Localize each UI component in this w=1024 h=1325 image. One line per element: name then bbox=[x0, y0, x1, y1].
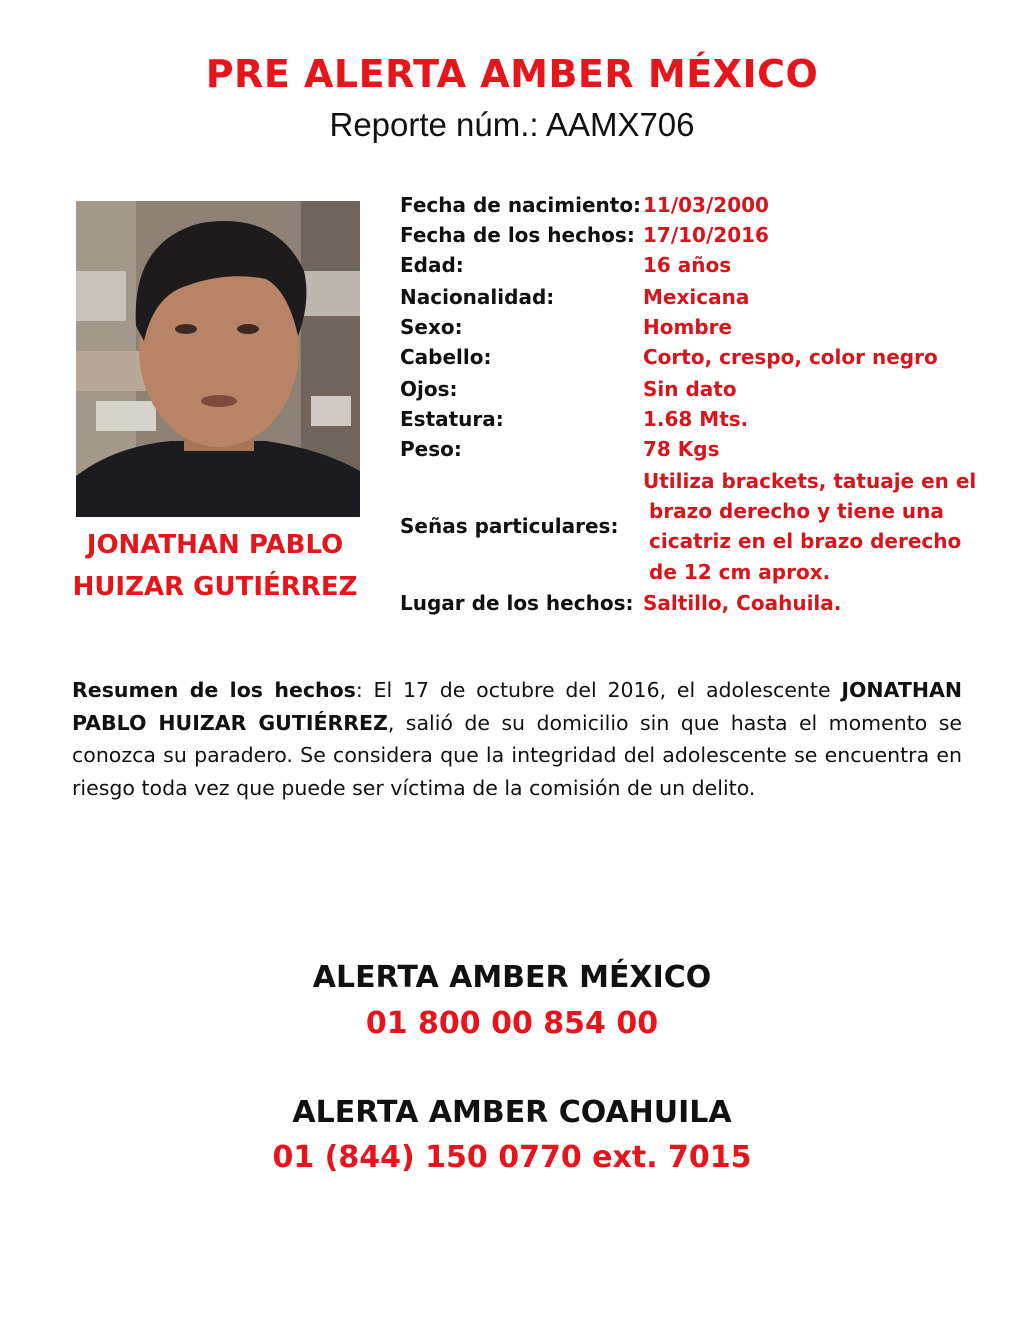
detail-value: 16 años bbox=[643, 253, 732, 277]
detail-value: 17/10/2016 bbox=[643, 223, 769, 247]
detail-label: Fecha de los hechos: bbox=[400, 223, 635, 247]
summary-label: Resumen de los hechos bbox=[72, 678, 356, 702]
detail-value: Mexicana bbox=[643, 285, 750, 309]
person-name-line2: HUIZAR GUTIÉRREZ bbox=[72, 572, 358, 602]
marks-line: brazo derecho y tiene una bbox=[649, 499, 944, 523]
person-photo bbox=[76, 201, 360, 517]
person-name-line1: JONATHAN PABLO bbox=[86, 530, 344, 560]
detail-value: 11/03/2000 bbox=[643, 193, 769, 217]
detail-value: Corto, crespo, color negro bbox=[643, 345, 938, 369]
detail-label: Nacionalidad: bbox=[400, 285, 555, 309]
detail-label: Cabello: bbox=[400, 345, 492, 369]
contact-coahuila-phone: 01 (844) 150 0770 ext. 7015 bbox=[272, 1140, 752, 1175]
page-title: PRE ALERTA AMBER MÉXICO bbox=[205, 52, 819, 96]
person-name bbox=[60, 524, 370, 608]
detail-value: Sin dato bbox=[643, 377, 737, 401]
detail-label: Edad: bbox=[400, 253, 464, 277]
summary-text-b: , salió de su domicilio sin que hasta el momento se conozca su paradero. Se considera que la integridad del adolescente se encuentra en riesgo toda vez que puede ser víctima de la comisión de un delito. bbox=[72, 710, 962, 800]
marks-line: de 12 cm aprox. bbox=[649, 560, 831, 584]
detail-label: Ojos: bbox=[400, 377, 458, 401]
contact-mexico-phone: 01 800 00 854 00 bbox=[365, 1006, 659, 1041]
contact-mexico-title: ALERTA AMBER MÉXICO bbox=[312, 960, 712, 995]
detail-label: Sexo: bbox=[400, 315, 463, 339]
contact-coahuila-title: ALERTA AMBER COAHUILA bbox=[292, 1095, 732, 1130]
summary-name: JONATHAN PABLO HUIZAR GUTIÉRREZ bbox=[72, 678, 962, 735]
detail-label: Fecha de nacimiento: bbox=[400, 193, 642, 217]
marks-line: cicatriz en el brazo derecho bbox=[649, 529, 962, 553]
report-number: Reporte núm.: AAMX706 bbox=[329, 106, 695, 143]
summary-text-a: : El 17 de octubre del 2016, el adolescente bbox=[355, 678, 842, 702]
marks-line: Utiliza brackets, tatuaje en el bbox=[643, 469, 977, 493]
detail-label: Peso: bbox=[400, 437, 462, 461]
detail-label: Estatura: bbox=[400, 407, 504, 431]
detail-value: 1.68 Mts. bbox=[643, 407, 749, 431]
detail-label: Señas particulares: bbox=[400, 514, 619, 538]
detail-value: Hombre bbox=[643, 315, 733, 339]
detail-value: Saltillo, Coahuila. bbox=[643, 591, 842, 615]
summary-paragraph bbox=[72, 674, 962, 804]
detail-value: 78 Kgs bbox=[643, 437, 720, 461]
detail-label: Lugar de los hechos: bbox=[400, 591, 634, 615]
